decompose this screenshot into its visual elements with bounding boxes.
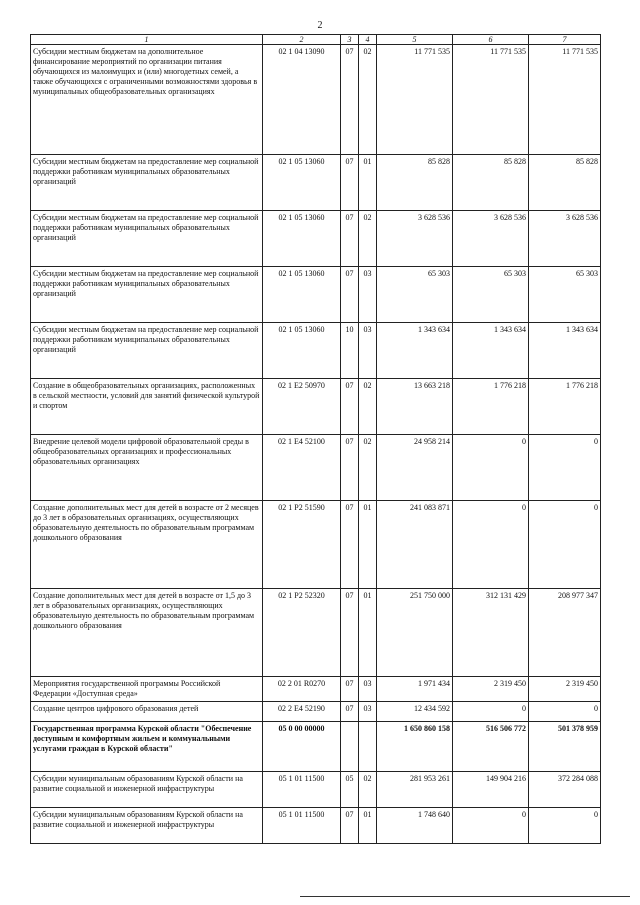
cell-rz: 07 [341, 435, 359, 501]
cell-rz: 07 [341, 677, 359, 702]
table-row [31, 772, 601, 808]
cell-code: 02 1 P2 51590 [263, 501, 341, 589]
cell-code: 05 1 01 11500 [263, 808, 341, 844]
cell-v7: 208 977 347 [529, 589, 601, 677]
table-row [31, 155, 601, 211]
cell-name: Субсидии местным бюджетам на предоставление мер социальной поддержки работникам муниципальных образовательных организаций [31, 211, 263, 267]
cell-code: 02 1 E2 50970 [263, 379, 341, 435]
cell-v7: 65 303 [529, 267, 601, 323]
cell-pr: 02 [359, 211, 377, 267]
cell-rz: 07 [341, 501, 359, 589]
cell-name: Создание в общеобразовательных организациях, расположенных в сельской местности, условий для занятий физической культурой и спортом [31, 379, 263, 435]
cell-v5: 281 953 261 [377, 772, 453, 808]
cell-pr: 02 [359, 772, 377, 808]
cell-v6: 149 904 216 [453, 772, 529, 808]
cell-code: 02 2 E4 52190 [263, 702, 341, 722]
cell-v5: 85 828 [377, 155, 453, 211]
table-row [31, 808, 601, 844]
cell-v6: 516 506 772 [453, 722, 529, 772]
table-row [31, 211, 601, 267]
cell-name: Субсидии местным бюджетам на дополнительное финансирование мероприятий по организации питания обучающихся из малоимущих и (или) многодетных семей, а также обучающихся с ограниченными возможностями здоровья в муниципальных общеобразовательных организациях [31, 45, 263, 155]
cell-v7: 2 319 450 [529, 677, 601, 702]
cell-v5: 1 650 860 158 [377, 722, 453, 772]
cell-code: 02 1 04 13090 [263, 45, 341, 155]
header-cell: 1 [31, 35, 263, 45]
header-cell: 4 [359, 35, 377, 45]
cell-v7: 0 [529, 435, 601, 501]
cell-v6: 0 [453, 501, 529, 589]
budget-table [30, 34, 601, 844]
cell-v7: 85 828 [529, 155, 601, 211]
cell-v6: 11 771 535 [453, 45, 529, 155]
cell-pr: 03 [359, 323, 377, 379]
cell-rz: 07 [341, 808, 359, 844]
cell-pr: 02 [359, 45, 377, 155]
table-row [31, 722, 601, 772]
table-row [31, 677, 601, 702]
table-row [31, 379, 601, 435]
cell-pr: 01 [359, 155, 377, 211]
cell-rz: 10 [341, 323, 359, 379]
cell-name: Государственная программа Курской области "Обеспечение доступным и комфортным жильем и коммунальными услугами граждан в Курской области" [31, 722, 263, 772]
cell-name: Субсидии местным бюджетам на предоставление мер социальной поддержки работникам муниципальных образовательных организаций [31, 323, 263, 379]
cell-pr: 01 [359, 501, 377, 589]
cell-v7: 501 378 959 [529, 722, 601, 772]
page-number: 2 [317, 20, 323, 31]
footer-divider [300, 896, 630, 897]
cell-rz: 07 [341, 267, 359, 323]
cell-v6: 1 776 218 [453, 379, 529, 435]
cell-v5: 24 958 214 [377, 435, 453, 501]
table-row [31, 267, 601, 323]
cell-v7: 1 343 634 [529, 323, 601, 379]
cell-pr: 03 [359, 702, 377, 722]
cell-code: 05 0 00 00000 [263, 722, 341, 772]
table-row [31, 702, 601, 722]
table-row [31, 323, 601, 379]
cell-pr: 03 [359, 677, 377, 702]
cell-name: Мероприятия государственной программы Российской Федерации «Доступная среда» [31, 677, 263, 702]
cell-v6: 65 303 [453, 267, 529, 323]
cell-v6: 312 131 429 [453, 589, 529, 677]
cell-v7: 3 628 536 [529, 211, 601, 267]
table-body [31, 45, 601, 844]
cell-name: Создание дополнительных мест для детей в возрасте от 1,5 до 3 лет в образовательных организациях, осуществляющих образовательную деятельность по образовательным программам дошкольного образования [31, 589, 263, 677]
cell-rz: 07 [341, 45, 359, 155]
cell-pr: 03 [359, 267, 377, 323]
cell-rz: 07 [341, 379, 359, 435]
cell-pr: 01 [359, 808, 377, 844]
cell-v7: 372 284 088 [529, 772, 601, 808]
cell-code: 02 1 E4 52100 [263, 435, 341, 501]
cell-name: Создание центров цифрового образования детей [31, 702, 263, 722]
cell-v5: 13 663 218 [377, 379, 453, 435]
cell-code: 02 1 05 13060 [263, 211, 341, 267]
header-cell: 3 [341, 35, 359, 45]
cell-code: 02 1 P2 52320 [263, 589, 341, 677]
cell-pr: 02 [359, 379, 377, 435]
cell-pr: 02 [359, 435, 377, 501]
cell-v6: 0 [453, 702, 529, 722]
cell-pr [359, 722, 377, 772]
cell-v5: 12 434 592 [377, 702, 453, 722]
cell-rz: 07 [341, 589, 359, 677]
cell-v6: 85 828 [453, 155, 529, 211]
cell-name: Внедрение целевой модели цифровой образовательной среды в общеобразовательных организациях и профессиональных образовательных организациях [31, 435, 263, 501]
cell-v5: 1 748 640 [377, 808, 453, 844]
cell-code: 02 1 05 13060 [263, 267, 341, 323]
header-cell: 7 [529, 35, 601, 45]
cell-code: 02 2 01 R0270 [263, 677, 341, 702]
cell-name: Субсидии местным бюджетам на предоставление мер социальной поддержки работникам муниципальных образовательных организаций [31, 155, 263, 211]
cell-v7: 1 776 218 [529, 379, 601, 435]
cell-name: Создание дополнительных мест для детей в возрасте от 2 месяцев до 3 лет в образовательных организациях, осуществляющих образовательную деятельность по образовательным программам дошкольного образования [31, 501, 263, 589]
cell-rz: 07 [341, 211, 359, 267]
cell-v7: 11 771 535 [529, 45, 601, 155]
cell-v6: 0 [453, 435, 529, 501]
cell-v5: 11 771 535 [377, 45, 453, 155]
header-row [31, 35, 601, 45]
cell-v5: 65 303 [377, 267, 453, 323]
cell-rz: 07 [341, 702, 359, 722]
header-cell: 2 [263, 35, 341, 45]
cell-v5: 251 750 000 [377, 589, 453, 677]
cell-name: Субсидии муниципальным образованиям Курской области на развитие социальной и инженерной инфраструктуры [31, 808, 263, 844]
cell-v6: 3 628 536 [453, 211, 529, 267]
header-cell: 5 [377, 35, 453, 45]
cell-v6: 2 319 450 [453, 677, 529, 702]
cell-name: Субсидии муниципальным образованиям Курской области на развитие социальной и инженерной инфраструктуры [31, 772, 263, 808]
cell-v6: 1 343 634 [453, 323, 529, 379]
cell-code: 02 1 05 13060 [263, 323, 341, 379]
cell-v7: 0 [529, 808, 601, 844]
table-row [31, 501, 601, 589]
cell-v5: 3 628 536 [377, 211, 453, 267]
cell-rz: 07 [341, 155, 359, 211]
cell-v5: 241 083 871 [377, 501, 453, 589]
header-cell: 6 [453, 35, 529, 45]
table-row [31, 45, 601, 155]
cell-rz: 05 [341, 772, 359, 808]
cell-pr: 01 [359, 589, 377, 677]
cell-code: 05 1 01 11500 [263, 772, 341, 808]
cell-v6: 0 [453, 808, 529, 844]
cell-code: 02 1 05 13060 [263, 155, 341, 211]
cell-rz [341, 722, 359, 772]
cell-v7: 0 [529, 501, 601, 589]
cell-v5: 1 971 434 [377, 677, 453, 702]
table-row [31, 589, 601, 677]
cell-v7: 0 [529, 702, 601, 722]
cell-v5: 1 343 634 [377, 323, 453, 379]
cell-name: Субсидии местным бюджетам на предоставление мер социальной поддержки работникам муниципальных образовательных организаций [31, 267, 263, 323]
table-row [31, 435, 601, 501]
